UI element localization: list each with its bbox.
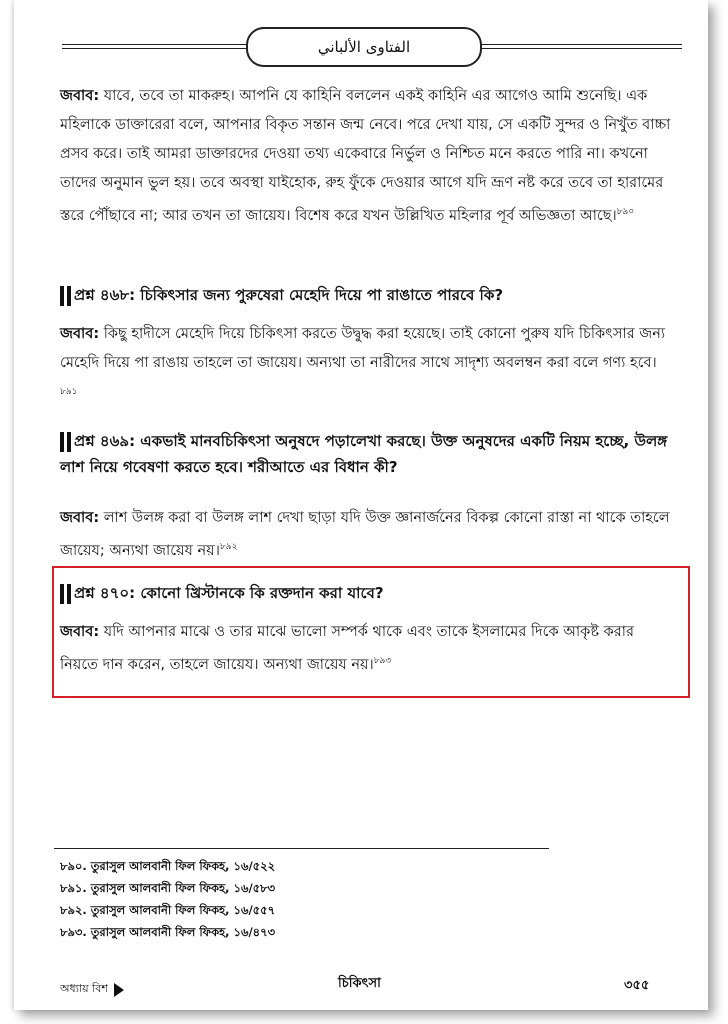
footnote-item: ৮৯২. তুরাসুল আলবানী ফিল ফিকহ, ১৬/৫৫৭ <box>60 903 276 917</box>
answer-label: জবাব: <box>60 510 100 526</box>
question-marker-icon <box>60 584 64 604</box>
page-number: ৩৫৫ <box>624 978 650 993</box>
question-468 <box>60 282 674 308</box>
answer-text: কিছু হাদীসে মেহেদি দিয়ে চিকিৎসা করতে উদ্বুদ্ধ করা হয়েছে। তাই কোনো পুরুষ যদি চিকিৎসার জন্য মেহেদি দিয়ে পা রাঙায় তাহলে তা জায়েয। অন্যথা তা নারীদের সাথে সাদৃশ্য অবলম্বন করা বলে গণ্য হবে। <box>60 326 666 371</box>
footnote-ref: ৮৯১ <box>60 387 78 397</box>
question-text: প্রশ্ন ৪৬৯: একভাই মানবচিকিৎসা অনুষদে পড়ালেখা করছে। উক্ত অনুষদের একটি নিয়ম হচ্ছে, উলঙ্গ লাশ নিয়ে গবেষণা করতে হবে। শরীআতে এর বিধান কী? <box>60 432 668 476</box>
answer-paragraph-prev <box>60 82 674 231</box>
answer-470 <box>60 618 674 680</box>
question-marker-icon <box>60 432 64 452</box>
footnote-divider <box>54 848 549 849</box>
answer-label: জবাব: <box>60 326 100 342</box>
answer-label: জবাব: <box>60 88 100 104</box>
answer-label: জবাব: <box>60 624 100 640</box>
header-title: الفتاوى الألباني <box>317 38 411 56</box>
header-title-badge <box>246 27 482 67</box>
answer-text: যাবে, তবে তা মাকরুহ। আপনি যে কাহিনি বললেন একই কাহিনি এর আগেও আমি শুনেছি। এক মহিলাকে ডাক্তারেরা বলে, আপনার বিকৃত সন্তান জন্ম নেবে। পরে দেখা যায়, সে একটি সুন্দর ও নিখুঁত বাচ্চা প্রসব করে। তাই আমরা ডাক্তারদের দেওয়া তথ্য একেবারে নির্ভুল ও নিশ্চিত মনে করতে পারি না। কখনো তাদের অনুমান ভুল হয়। তবে অবস্থা যাইহোক, রুহ ফুঁকে দেওয়ার আগে যদি ভ্রূণ নষ্ট করে তবে তা হারামের স্তরে পৌঁছাবে না; আর তখন তা জায়েয। বিশেষ করে যখন উল্লিখিত মহিলার পূর্ব অভিজ্ঞতা আছে। <box>60 88 671 224</box>
footnote-item: ৮৯১. তুরাসুল আলবানী ফিল ফিকহ, ১৬/৫৮৩ <box>60 881 276 895</box>
question-text: প্রশ্ন ৪৬৮: চিকিৎসার জন্য পুরুষেরা মেহেদি দিয়ে পা রাঙাতে পারবে কি? <box>74 286 504 304</box>
question-marker-icon <box>67 286 71 306</box>
answer-text: যদি আপনার মাঝে ও তার মাঝে ভালো সম্পর্ক থাকে এবং তাকে ইসলামের দিকে আকৃষ্ট করার নিয়তে দান করেন, তাহলে জায়েয। অন্যথা জায়েয নয়। <box>60 624 634 673</box>
arrow-right-icon <box>114 983 124 997</box>
question-text: প্রশ্ন ৪৭০: কোনো খ্রিস্টানকে কি রক্তদান করা যাবে? <box>74 584 384 602</box>
question-marker-icon <box>67 584 71 604</box>
question-470 <box>60 580 674 606</box>
footer-chapter <box>60 980 124 999</box>
footnote-item: ৮৯৩. তুরাসুল আলবানী ফিল ফিকহ, ১৬/৪৭৩ <box>60 925 276 939</box>
chapter-label: অধ্যায় বিশ <box>60 982 108 995</box>
footer-section-title: চিকিৎসা <box>338 976 381 991</box>
question-469 <box>60 428 674 480</box>
footnote-ref: ৮৯৩ <box>373 656 392 666</box>
footnote-item: ৮৯০. তুরাসুল আলবানী ফিল ফিকহ, ১৬/৫২২ <box>60 859 276 873</box>
book-page <box>14 0 708 1010</box>
answer-text: লাশ উলঙ্গ করা বা উলঙ্গ লাশ দেখা ছাড়া যদি উক্ত জ্ঞানার্জনের বিকল্প কোনো রাস্তা না থাকে তাহলে জায়েয; অন্যথা জায়েয নয়। <box>60 510 670 559</box>
question-marker-icon <box>60 286 64 306</box>
footnote-ref: ৮৯০ <box>616 207 635 217</box>
question-marker-icon <box>67 432 71 452</box>
answer-468 <box>60 320 674 411</box>
answer-469 <box>60 504 674 566</box>
footnote-ref: ৮৯২ <box>219 542 238 552</box>
